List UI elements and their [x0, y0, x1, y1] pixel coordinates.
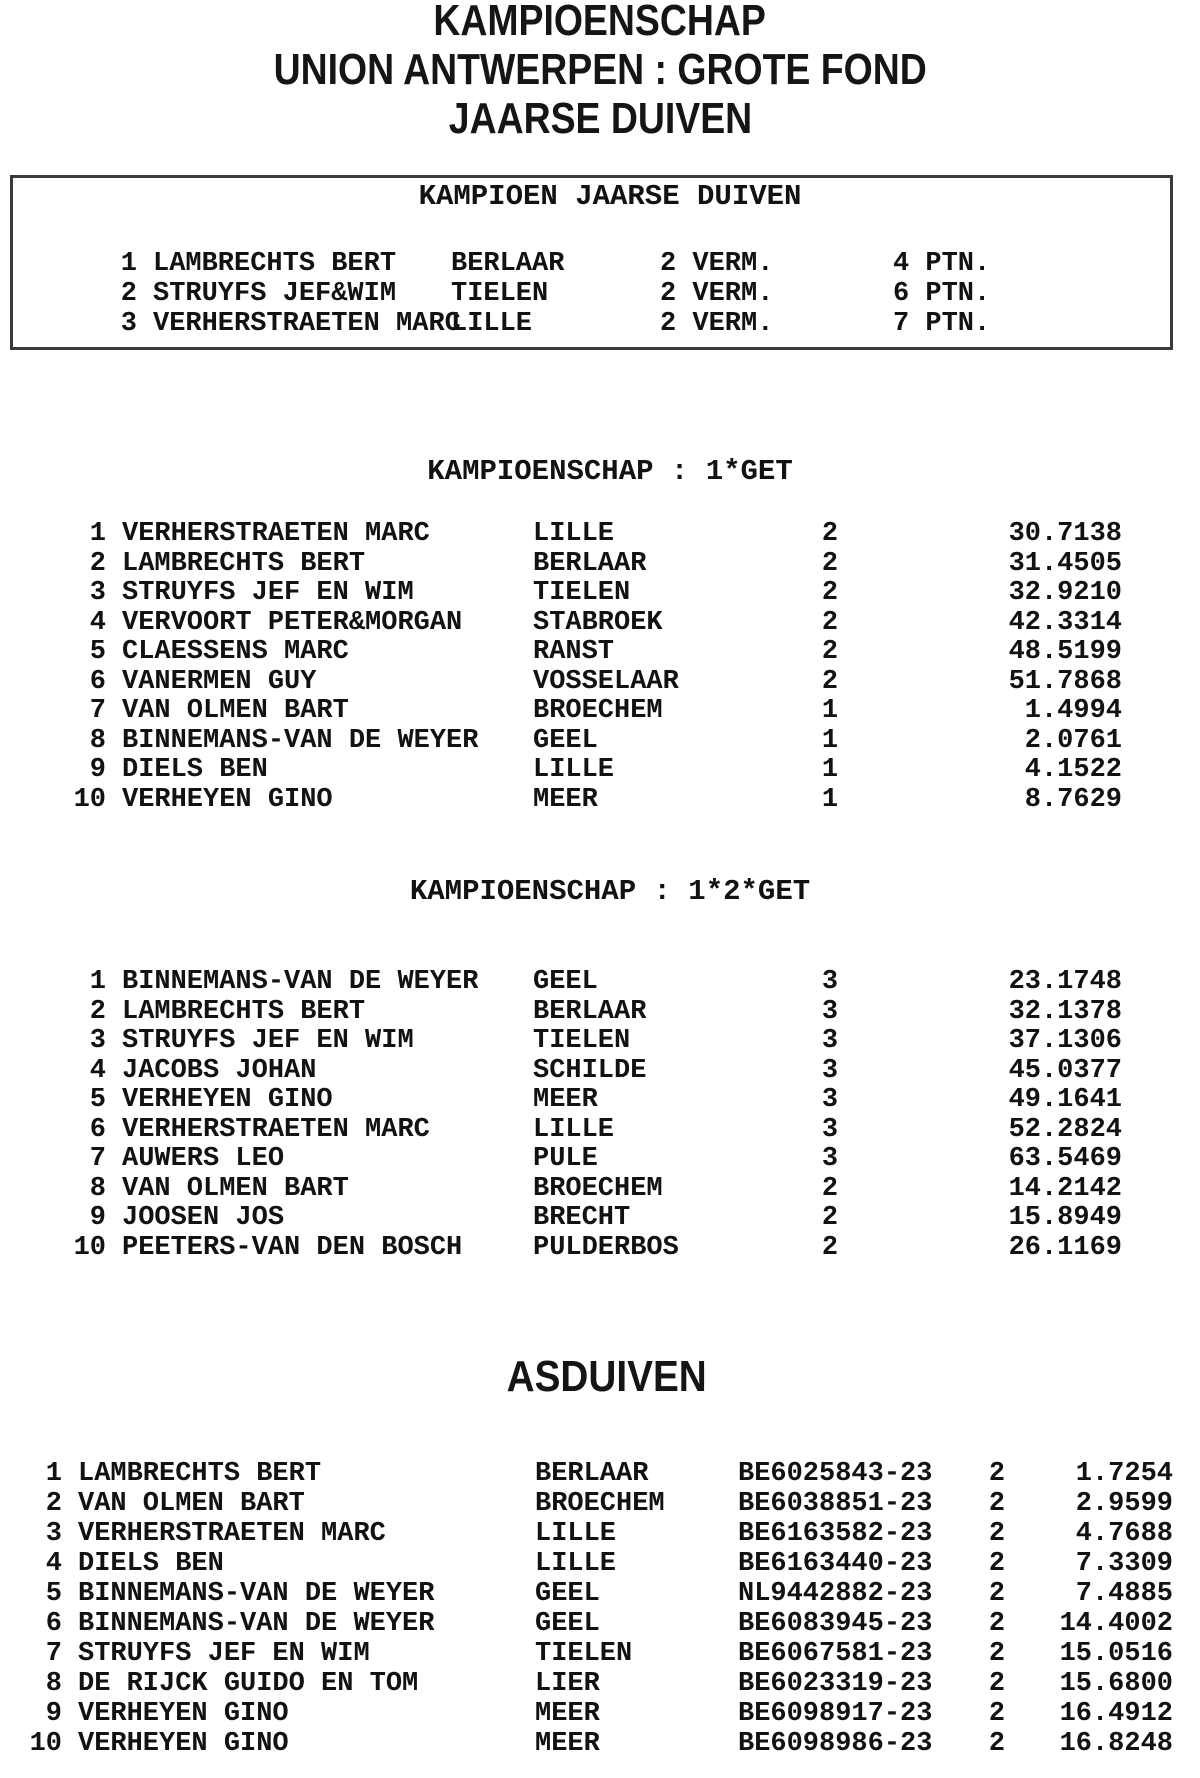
result-row — [0, 968, 1200, 998]
name-cell: JOOSEN JOS — [122, 1203, 285, 1233]
coefficient-cell: 1.4994 — [1024, 696, 1122, 726]
result-row — [0, 1057, 1200, 1087]
coefficient-cell: 7.3309 — [1075, 1549, 1173, 1579]
count-cell: 2 — [988, 1549, 1006, 1579]
name-cell: JACOBS JOHAN — [122, 1055, 317, 1086]
rank-cell: 10 — [29, 1729, 62, 1759]
coefficient-cell: 2.9599 — [1075, 1489, 1173, 1519]
place-cell: BERLAAR — [451, 249, 565, 279]
place-cell: TIELEN — [451, 279, 549, 309]
result-row — [0, 1027, 1200, 1057]
result-row — [0, 756, 1200, 786]
count-cell: 2 — [988, 1699, 1006, 1729]
result-row — [0, 1116, 1200, 1146]
result-row — [0, 786, 1200, 816]
points-cell: 7 PTN. — [893, 309, 991, 339]
coefficient-cell: 4.1522 — [1024, 755, 1122, 785]
coefficient-cell: 16.8248 — [1059, 1729, 1173, 1759]
count-cell: 2 — [821, 1232, 839, 1263]
name-cell: AUWERS LEO — [122, 1144, 285, 1174]
count-cell: 2 — [821, 519, 839, 549]
rank-cell: 3 — [89, 1026, 106, 1056]
title-line-2: UNION ANTWERPEN : GROTE FOND — [273, 45, 927, 94]
place-cell: BRECHT — [533, 1203, 631, 1233]
coefficient-cell: 31.4505 — [1008, 548, 1122, 579]
place-cell: LILLE — [451, 309, 533, 339]
ring-number-cell: NL9442882-23 — [738, 1579, 933, 1609]
section-1get-table — [0, 520, 1200, 815]
place-cell: GEEL — [533, 967, 598, 997]
coefficient-cell: 32.9210 — [1008, 578, 1122, 608]
ring-number-cell: BE6025843-23 — [738, 1459, 933, 1489]
asduif-row — [0, 1519, 1200, 1549]
coefficient-cell: 26.1169 — [1008, 1232, 1122, 1263]
place-cell: VOSSELAAR — [533, 666, 679, 697]
count-cell: 2 — [988, 1729, 1006, 1759]
rank-cell: 3 — [89, 578, 106, 608]
coefficient-cell: 8.7629 — [1024, 784, 1122, 815]
name-cell: VERVOORT PETER&MORGAN — [122, 607, 463, 638]
coefficient-cell: 15.8949 — [1008, 1203, 1122, 1233]
count-cell: 2 — [988, 1609, 1006, 1639]
result-row — [0, 520, 1200, 550]
rank-cell: 7 — [89, 1144, 106, 1174]
rank-cell: 7 — [45, 1639, 62, 1669]
rank-cell: 9 — [45, 1699, 62, 1729]
rank-cell: 2 — [89, 548, 106, 579]
place-cell: GEEL — [535, 1579, 600, 1609]
ring-number-cell: BE6038851-23 — [738, 1489, 933, 1519]
place-cell: TIELEN — [535, 1639, 633, 1669]
rank-cell: 9 — [89, 755, 106, 785]
count-cell: 1 — [821, 755, 839, 785]
result-row — [0, 1145, 1200, 1175]
count-cell: 2 — [821, 1173, 839, 1204]
count-cell: 2 — [988, 1519, 1006, 1549]
ring-number-cell: BE6067581-23 — [738, 1639, 933, 1669]
name-cell: VERHEYEN GINO — [78, 1729, 289, 1759]
rank-cell: 6 — [89, 1114, 106, 1145]
ring-number-cell: BE6083945-23 — [738, 1609, 933, 1639]
champion-box-rows — [0, 249, 1200, 339]
asduif-row — [0, 1699, 1200, 1729]
place-cell: TIELEN — [533, 1026, 631, 1056]
coefficient-cell: 52.2824 — [1008, 1114, 1122, 1145]
name-cell: DIELS BEN — [78, 1549, 224, 1579]
result-row — [0, 727, 1200, 757]
asduiven-table — [0, 1459, 1200, 1759]
section-1get-heading: KAMPIOENSCHAP : 1*GET — [427, 455, 793, 488]
verm-cell: 2 VERM. — [660, 249, 774, 279]
result-row — [0, 579, 1200, 609]
coefficient-cell: 42.3314 — [1008, 607, 1122, 638]
count-cell: 3 — [821, 1114, 839, 1145]
name-cell: VAN OLMEN BART — [122, 1173, 349, 1204]
name-cell: VERHEYEN GINO — [78, 1699, 289, 1729]
section-12get-heading: KAMPIOENSCHAP : 1*2*GET — [409, 875, 811, 908]
name-cell: LAMBRECHTS BERT — [153, 249, 397, 279]
ring-number-cell: BE6163582-23 — [738, 1519, 933, 1549]
place-cell: BROECHEM — [533, 696, 663, 726]
count-cell: 3 — [821, 1026, 839, 1056]
count-cell: 2 — [821, 548, 839, 579]
name-cell: CLAESSENS MARC — [122, 637, 349, 667]
name-cell: BINNEMANS-VAN DE WEYER — [122, 967, 479, 997]
count-cell: 3 — [821, 1055, 839, 1086]
place-cell: BERLAAR — [535, 1459, 649, 1489]
result-row — [0, 668, 1200, 698]
rank-cell: 3 — [45, 1519, 62, 1549]
count-cell: 2 — [821, 666, 839, 697]
rank-cell: 10 — [73, 784, 106, 815]
coefficient-cell: 49.1641 — [1008, 1085, 1122, 1115]
count-cell: 2 — [821, 637, 839, 667]
coefficient-cell: 45.0377 — [1008, 1055, 1122, 1086]
place-cell: PULE — [533, 1144, 598, 1174]
name-cell: VERHERSTRAETEN MARC — [78, 1519, 386, 1549]
ring-number-cell: BE6023319-23 — [738, 1669, 933, 1699]
count-cell: 2 — [821, 1203, 839, 1233]
count-cell: 2 — [988, 1669, 1006, 1699]
coefficient-cell: 7.4885 — [1075, 1579, 1173, 1609]
count-cell: 2 — [988, 1459, 1006, 1489]
name-cell: VERHERSTRAETEN MARC — [122, 1114, 430, 1145]
name-cell: LAMBRECHTS BERT — [78, 1459, 322, 1489]
place-cell: LILLE — [533, 1114, 615, 1145]
name-cell: VAN OLMEN BART — [122, 696, 349, 726]
name-cell: STRUYFS JEF EN WIM — [122, 578, 414, 608]
name-cell: STRUYFS JEF EN WIM — [122, 1026, 414, 1056]
result-row — [0, 550, 1200, 580]
name-cell: LAMBRECHTS BERT — [122, 548, 366, 579]
rank-cell: 1 — [45, 1459, 62, 1489]
count-cell: 2 — [988, 1489, 1006, 1519]
place-cell: GEEL — [535, 1609, 600, 1639]
rank-cell: 3 — [120, 309, 137, 339]
place-cell: GEEL — [533, 725, 598, 756]
result-row — [0, 1234, 1200, 1264]
champion-row — [0, 309, 1200, 339]
name-cell: DE RIJCK GUIDO EN TOM — [78, 1669, 419, 1699]
rank-cell: 1 — [89, 967, 106, 997]
name-cell: BINNEMANS-VAN DE WEYER — [78, 1609, 435, 1639]
title-line-1: KAMPIOENSCHAP — [433, 0, 767, 45]
coefficient-cell: 2.0761 — [1024, 725, 1122, 756]
name-cell: BINNEMANS-VAN DE WEYER — [78, 1579, 435, 1609]
place-cell: LILLE — [533, 755, 615, 785]
count-cell: 3 — [821, 996, 839, 1027]
coefficient-cell: 16.4912 — [1059, 1699, 1173, 1729]
asduif-row — [0, 1669, 1200, 1699]
count-cell: 2 — [988, 1639, 1006, 1669]
name-cell: VERHEYEN GINO — [122, 1085, 333, 1115]
place-cell: LIER — [535, 1669, 600, 1699]
name-cell: VERHEYEN GINO — [122, 784, 333, 815]
place-cell: SCHILDE — [533, 1055, 647, 1086]
coefficient-cell: 4.7688 — [1075, 1519, 1173, 1549]
coefficient-cell: 15.0516 — [1059, 1639, 1173, 1669]
rank-cell: 1 — [89, 519, 106, 549]
rank-cell: 10 — [73, 1232, 106, 1263]
name-cell: LAMBRECHTS BERT — [122, 996, 366, 1027]
rank-cell: 4 — [45, 1549, 62, 1579]
champion-box-heading: KAMPIOEN JAARSE DUIVEN — [418, 180, 802, 213]
coefficient-cell: 30.7138 — [1008, 519, 1122, 549]
place-cell: MEER — [535, 1729, 600, 1759]
coefficient-cell: 15.6800 — [1059, 1669, 1173, 1699]
champion-row — [0, 279, 1200, 309]
rank-cell: 2 — [45, 1489, 62, 1519]
coefficient-cell: 14.4002 — [1059, 1609, 1173, 1639]
document-title — [0, 0, 1200, 143]
count-cell: 2 — [821, 607, 839, 638]
name-cell: BINNEMANS-VAN DE WEYER — [122, 725, 479, 756]
name-cell: STRUYFS JEF&WIM — [153, 279, 397, 309]
title-line-3: JAARSE DUIVEN — [448, 94, 752, 143]
coefficient-cell: 63.5469 — [1008, 1144, 1122, 1174]
result-row — [0, 638, 1200, 668]
place-cell: PULDERBOS — [533, 1232, 679, 1263]
points-cell: 6 PTN. — [893, 279, 991, 309]
rank-cell: 6 — [89, 666, 106, 697]
name-cell: VANERMEN GUY — [122, 666, 317, 697]
rank-cell: 4 — [89, 1055, 106, 1086]
points-cell: 4 PTN. — [893, 249, 991, 279]
asduif-row — [0, 1639, 1200, 1669]
result-row — [0, 998, 1200, 1028]
coefficient-cell: 37.1306 — [1008, 1026, 1122, 1056]
rank-cell: 7 — [89, 696, 106, 726]
place-cell: STABROEK — [533, 607, 663, 638]
ring-number-cell: BE6098986-23 — [738, 1729, 933, 1759]
asduif-row — [0, 1609, 1200, 1639]
name-cell: DIELS BEN — [122, 755, 268, 785]
count-cell: 1 — [821, 725, 839, 756]
asduiven-heading: ASDUIVEN — [506, 1352, 708, 1401]
coefficient-cell: 1.7254 — [1075, 1459, 1173, 1489]
asduif-row — [0, 1729, 1200, 1759]
name-cell: PEETERS-VAN DEN BOSCH — [122, 1232, 463, 1263]
count-cell: 3 — [821, 1144, 839, 1174]
name-cell: STRUYFS JEF EN WIM — [78, 1639, 370, 1669]
ring-number-cell: BE6163440-23 — [738, 1549, 933, 1579]
rank-cell: 2 — [89, 996, 106, 1027]
count-cell: 3 — [821, 1085, 839, 1115]
coefficient-cell: 48.5199 — [1008, 637, 1122, 667]
result-row — [0, 1175, 1200, 1205]
asduif-row — [0, 1549, 1200, 1579]
name-cell: VAN OLMEN BART — [78, 1489, 305, 1519]
place-cell: BROECHEM — [535, 1489, 665, 1519]
ring-number-cell: BE6098917-23 — [738, 1699, 933, 1729]
count-cell: 1 — [821, 784, 839, 815]
place-cell: BROECHEM — [533, 1173, 663, 1204]
count-cell: 3 — [821, 967, 839, 997]
rank-cell: 4 — [89, 607, 106, 638]
verm-cell: 2 VERM. — [660, 309, 774, 339]
rank-cell: 5 — [89, 637, 106, 667]
place-cell: RANST — [533, 637, 615, 667]
section-12get-table — [0, 968, 1200, 1263]
rank-cell: 5 — [89, 1085, 106, 1115]
result-row — [0, 1204, 1200, 1234]
place-cell: MEER — [533, 1085, 598, 1115]
rank-cell: 5 — [45, 1579, 62, 1609]
rank-cell: 8 — [89, 725, 106, 756]
asduif-row — [0, 1579, 1200, 1609]
coefficient-cell: 23.1748 — [1008, 967, 1122, 997]
count-cell: 1 — [821, 696, 839, 726]
result-row — [0, 1086, 1200, 1116]
name-cell: VERHERSTRAETEN MARC — [153, 309, 461, 339]
coefficient-cell: 14.2142 — [1008, 1173, 1122, 1204]
asduif-row — [0, 1489, 1200, 1519]
place-cell: BERLAAR — [533, 996, 647, 1027]
count-cell: 2 — [988, 1579, 1006, 1609]
coefficient-cell: 51.7868 — [1008, 666, 1122, 697]
rank-cell: 8 — [89, 1173, 106, 1204]
place-cell: LILLE — [535, 1549, 617, 1579]
asduif-row — [0, 1459, 1200, 1489]
rank-cell: 9 — [89, 1203, 106, 1233]
rank-cell: 8 — [45, 1669, 62, 1699]
place-cell: BERLAAR — [533, 548, 647, 579]
rank-cell: 2 — [120, 279, 137, 309]
rank-cell: 6 — [45, 1609, 62, 1639]
rank-cell: 1 — [120, 249, 137, 279]
coefficient-cell: 32.1378 — [1008, 996, 1122, 1027]
place-cell: TIELEN — [533, 578, 631, 608]
count-cell: 2 — [821, 578, 839, 608]
result-row — [0, 609, 1200, 639]
place-cell: LILLE — [533, 519, 615, 549]
champion-row — [0, 249, 1200, 279]
place-cell: MEER — [535, 1699, 600, 1729]
result-row — [0, 697, 1200, 727]
verm-cell: 2 VERM. — [660, 279, 774, 309]
place-cell: LILLE — [535, 1519, 617, 1549]
place-cell: MEER — [533, 784, 598, 815]
name-cell: VERHERSTRAETEN MARC — [122, 519, 430, 549]
